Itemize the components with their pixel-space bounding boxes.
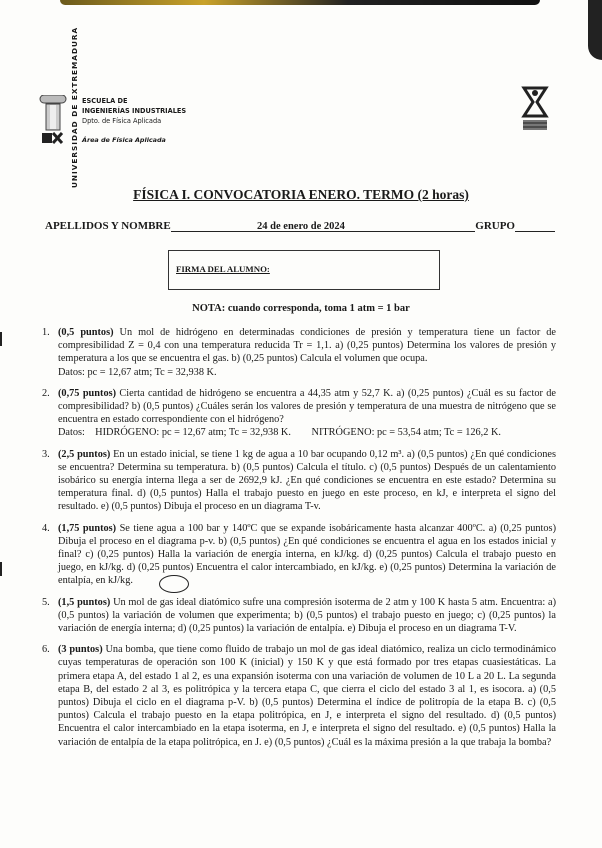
note: NOTA: cuando corresponda, toma 1 atm = 1 bar bbox=[192, 303, 410, 314]
question-number: 5. bbox=[42, 596, 50, 608]
question-data: Datos: pc = 12,67 atm; Tc = 32,938 K. bbox=[58, 366, 217, 378]
question-points: (0,75 puntos) bbox=[58, 387, 117, 399]
handwritten-circle-mark bbox=[159, 575, 189, 593]
question-text: Un mol de hidrógeno en determinadas condiciones de presión y temperatura tiene un factor de compresibilidad Z = 0,4 con una temperatura reducida Tr = 1,1. a) (0,25 puntos) Determina los valores de presión y temperatura a los que se encuentra el gas. b) (0,25 puntos) Calcula el volumen que ocupa. bbox=[58, 327, 556, 365]
group-field[interactable] bbox=[515, 220, 555, 232]
signature-label: FIRMA DEL ALUMNO: bbox=[176, 264, 270, 274]
question-6 bbox=[42, 643, 556, 749]
exam-title: FÍSICA I. CONVOCATORIA ENERO. TERMO (2 horas) bbox=[133, 187, 469, 202]
question-text: En un estado inicial, se tiene 1 kg de agua a 10 bar ocupando 0,12 m³. a) (0,5 puntos) ¿En qué condiciones se encuentra? Determina su temperatura. b) (0,5 puntos) Calcula el título. c) (0,5 puntos) Después de un calentamiento isobárico su energía interna llega a ser de 2692,9 kJ. ¿En qué condiciones se encuentra en este estado? Determina su temperatura final. d) (0,5 puntos) Halla el trabajo puesto en juego en este proceso, en kJ, e interpreta el signo del resultado. e) (0,5 puntos) Dibuja el proceso en un diagrama T-v. bbox=[58, 448, 557, 513]
question-text: Cierta cantidad de hidrógeno se encuentra a 44,35 atm y 52,7 K. a) (0,25 puntos) ¿Cuál es su factor de compresibilidad? b) (0,5 puntos) ¿Cuáles serán los valores de presión y temperatura de una muestra de nitrógeno que se encuentra en estado correspondiente con el hidrógeno? bbox=[58, 387, 556, 426]
question-number: 3. bbox=[42, 448, 50, 460]
question-4 bbox=[42, 522, 556, 588]
question-data: Datos: HIDRÓGENO: pc = 12,67 atm; Tc = 32,938 K. NITRÓGENO: pc = 53,54 atm; Tc = 126,2 K. bbox=[58, 427, 501, 439]
question-list bbox=[42, 326, 556, 757]
school-block bbox=[82, 96, 186, 126]
question-points: (2,5 puntos) bbox=[58, 448, 111, 460]
area: Área de Física Aplicada bbox=[82, 136, 166, 144]
department: Dpto. de Física Aplicada bbox=[82, 117, 162, 125]
signature-box[interactable] bbox=[168, 250, 440, 290]
university-name: UNIVERSIDAD DE EXTREMADURA bbox=[70, 26, 79, 188]
scan-mark bbox=[0, 562, 2, 576]
university-logo-icon bbox=[38, 95, 70, 145]
question-text: Se tiene agua a 100 bar y 140ºC que se expande isobáricamente hasta alcanzar 400ºC. a) (0,25 puntos) Dibuja el proceso en el diagrama p-v. b) (0,5 puntos) ¿En qué condiciones se encuentra el agua en los estados inicial y final? c) (0,25 puntos) Halla la variación de energía interna, en kJ/kg. d) (0,25 puntos) Calcula el trabajo puesto en juego, en kJ/kg. d) (0,25 puntos) Encuentra el calor intercambiado, en kJ/kg. e) (0,25 puntos) Determina la variación de entalpía, en kJ/kg. bbox=[58, 522, 556, 587]
question-points: (1,5 puntos) bbox=[58, 596, 111, 608]
question-text: Una bomba, que tiene como fluido de trabajo un mol de gas ideal diatómico, realiza un ciclo termodinámico cuyas temperaturas de operación son 100 K (inicial) y 150 K y que está formado por tres etapas cuasiestáticas. La primera etapa A, del estado 1 al 2, es una expansión isoterma con una variación de volumen de 10 L a 20 L. La segunda etapa B, del estado 2 al 3, es politrópica y la tercera etapa C, que cierra el ciclo del estado 3 al 1, es isocora. a) (0,5 puntos) Dibuja el ciclo en el diagrama p-V. b) (0,5 puntos) Determina el índice de politropía de la etapa B. c) (0,5 puntos) Calcula el trabajo puesto en la etapa politrópica, en J, e interpreta el signo del resultado. d) (0,5 puntos) Encuentra el calor intercambiado en la etapa isoterma, en J, e interpreta el signo del resultado. e) (0,5 puntos) Halla la variación de entalpía de la etapa politrópica, en J. e) (0,5 puntos) ¿Cuál es la máxima presión a la que trabaja la bomba? bbox=[58, 644, 556, 748]
question-points: (0,5 puntos) bbox=[58, 327, 114, 338]
name-field[interactable] bbox=[171, 220, 476, 232]
school-seal-icon bbox=[520, 86, 550, 132]
school-line1: ESCUELA DE bbox=[82, 97, 128, 105]
exam-date: 24 de enero de 2024 bbox=[257, 221, 345, 232]
school-line2: INGENIERÍAS INDUSTRIALES bbox=[82, 107, 187, 115]
name-label: APELLIDOS Y NOMBRE bbox=[45, 220, 171, 232]
question-number: 6. bbox=[42, 644, 50, 656]
question-3 bbox=[42, 448, 556, 514]
question-number: 4. bbox=[42, 522, 50, 534]
question-number: 2. bbox=[42, 387, 50, 399]
question-points: (3 puntos) bbox=[58, 644, 103, 656]
question-5 bbox=[42, 596, 556, 636]
scan-corner bbox=[588, 0, 602, 60]
group-label: GRUPO bbox=[475, 220, 515, 232]
question-1 bbox=[42, 326, 556, 379]
question-2 bbox=[42, 387, 556, 440]
question-number: 1. bbox=[42, 327, 50, 338]
question-text: Un mol de gas ideal diatómico sufre una compresión isoterma de 2 atm y 100 K hasta 5 atm. Encuentra: a) (0,5 puntos) la variación de volumen que experimenta; b) (0,5 puntos) el trabajo puesto en juego; c) (0,25 puntos) la variación de energía interna; d) (0,25 puntos) la variación de entalpía. e) Dibuja el proceso en un diagrama T-V. bbox=[58, 596, 557, 635]
name-row bbox=[45, 220, 555, 232]
question-points: (1,75 puntos) bbox=[58, 522, 117, 534]
scan-mark bbox=[0, 332, 2, 346]
scan-edge bbox=[60, 0, 540, 5]
